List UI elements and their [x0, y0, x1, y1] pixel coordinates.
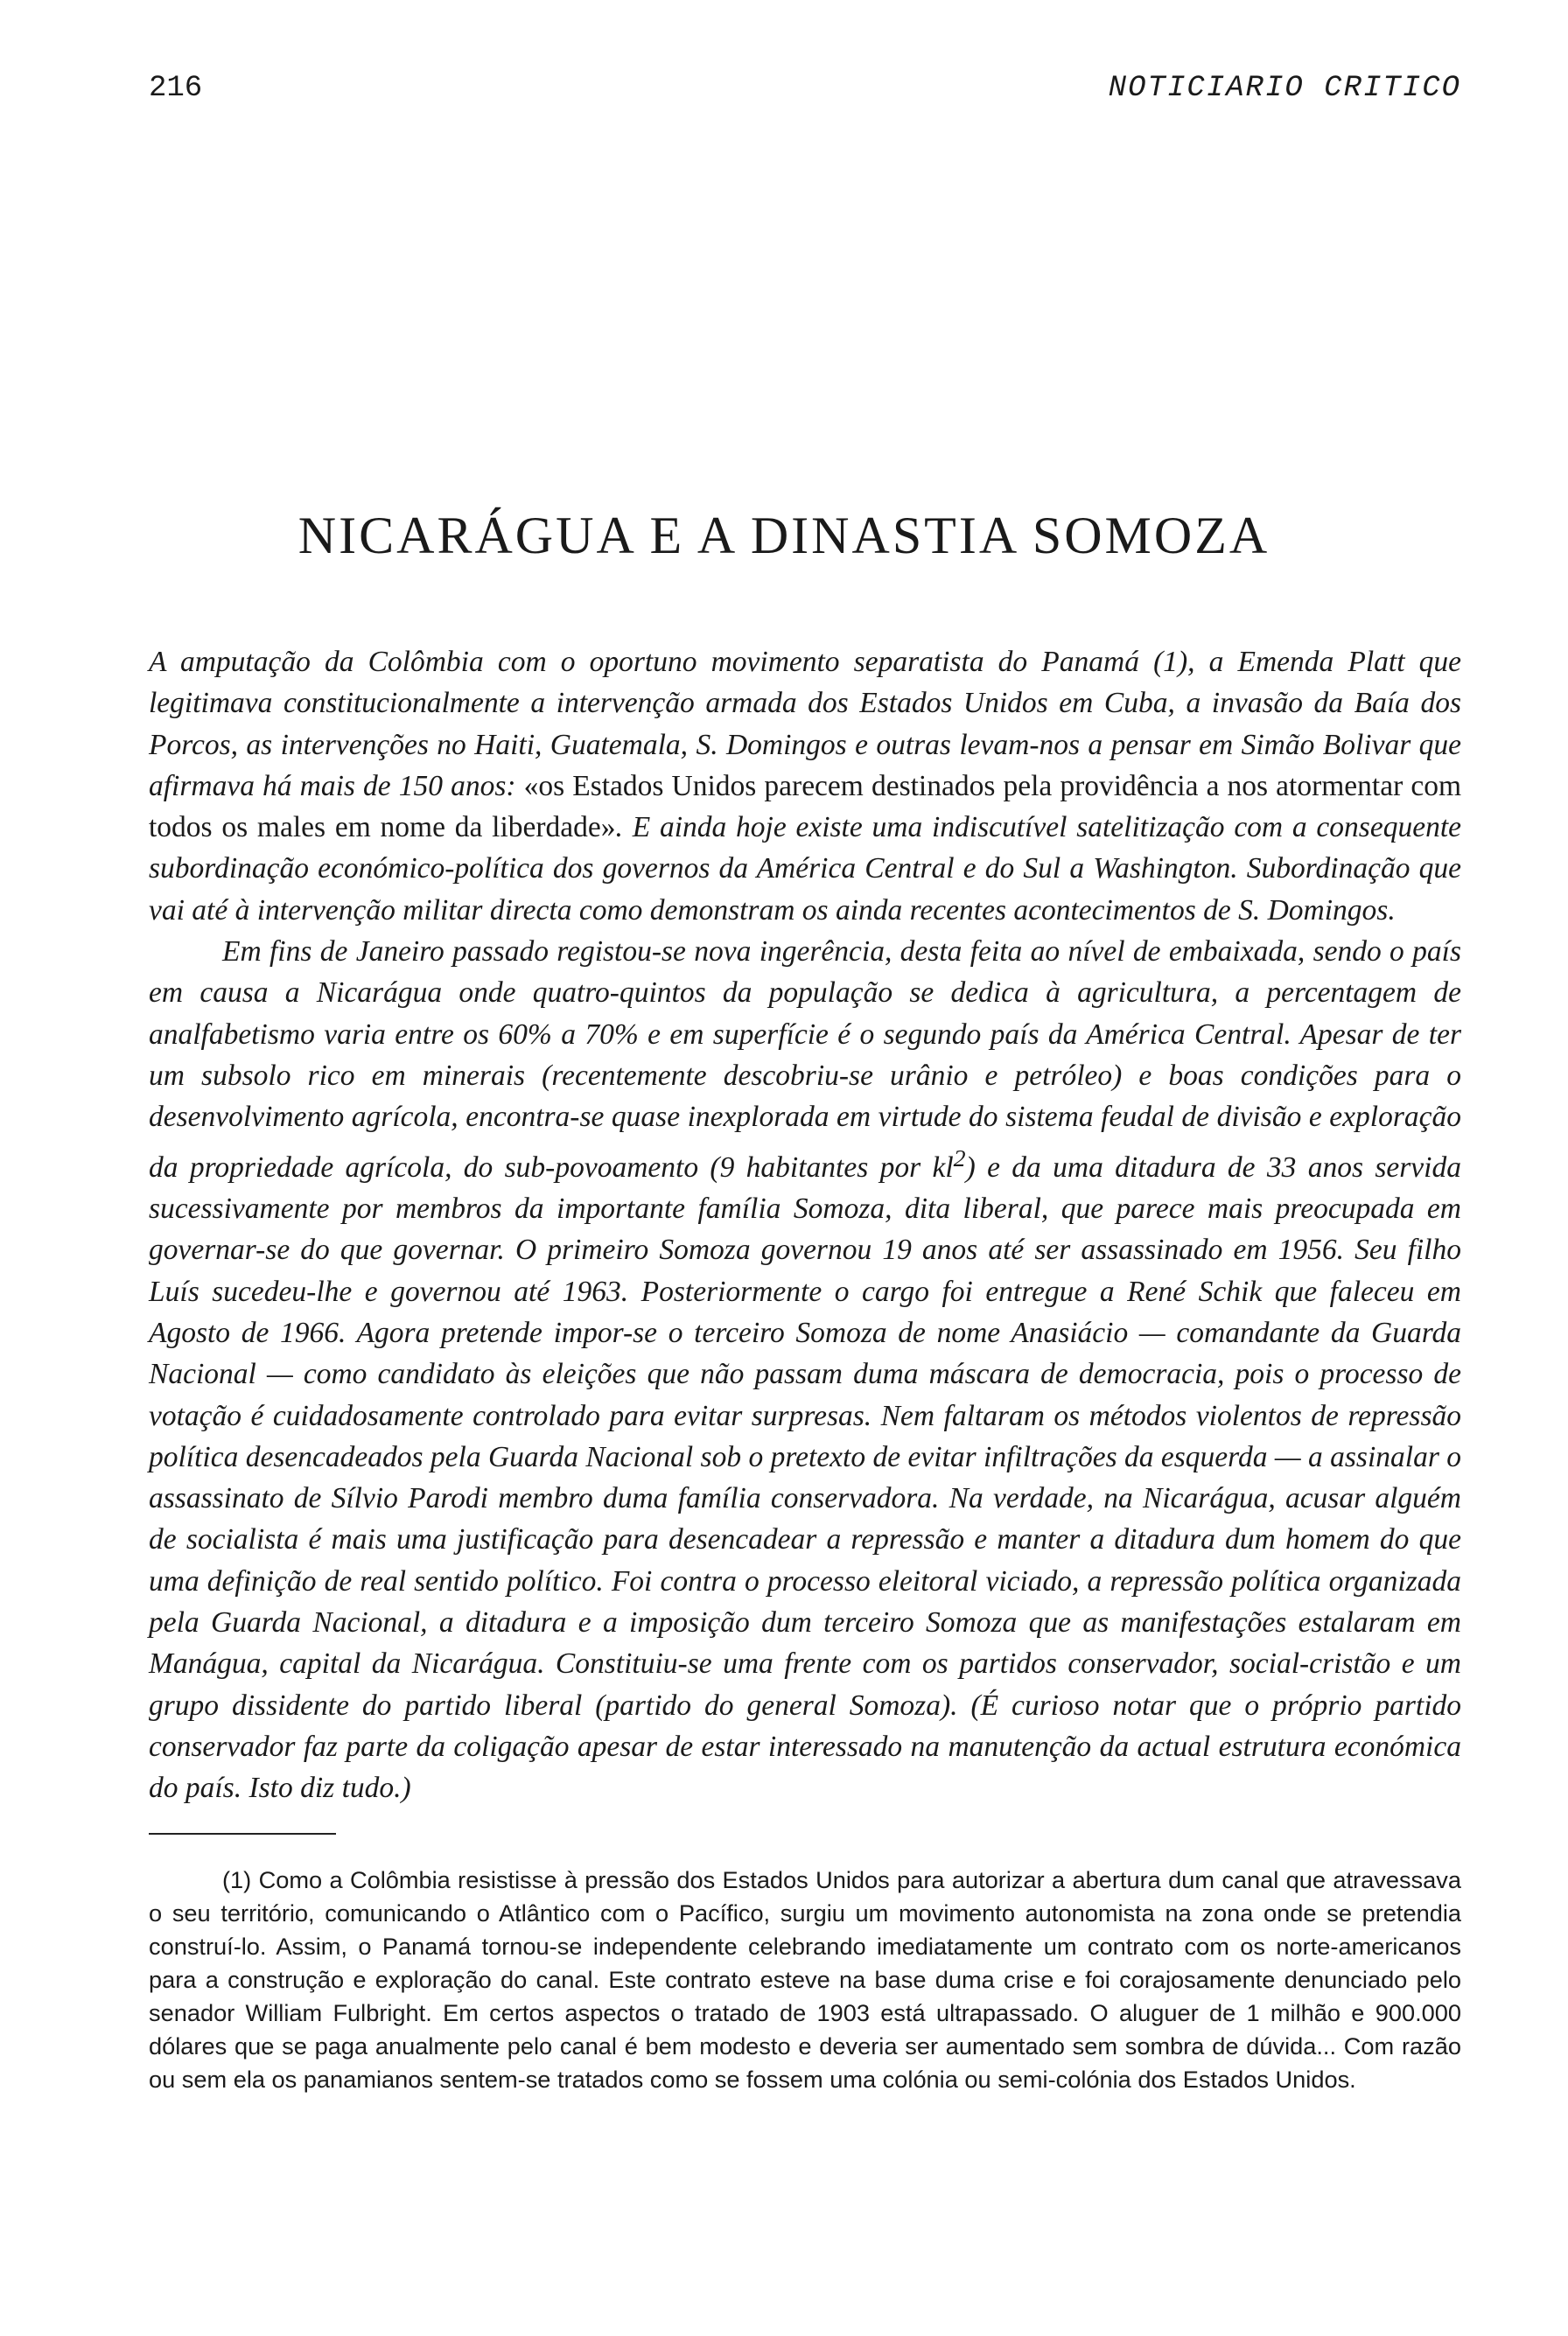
article-title: NICARÁGUA E A DINASTIA SOMOZA [298, 507, 1270, 564]
footnote-separator [149, 1833, 336, 1835]
paragraph-1-end: . E ainda hoje existe uma indiscutível satelitização com a consequente subordinação económico-política dos governos da América Central e do Sul a Washington. Subordinação que vai até à intervenção militar directa como demonstram os ainda recentes acontecimentos de S. Domingos. [149, 811, 1462, 927]
paragraph-1-middle: ), a Emenda Platt que legitimava constitucionalmente a intervenção armada dos Estados Unidos em Cuba, a invasão da Baía dos Porcos, as intervenções no Haiti, Guatemala, S. Domingos e outras levam-nos a pensar em Simão Bolivar que afirmava há mais de 150 anos: [149, 646, 1461, 802]
paragraph-1 [149, 641, 1461, 931]
footnote-reference: 1 [1163, 646, 1178, 678]
footnote-text: Como a Colômbia resistisse à pressão dos Estados Unidos para autorizar a abertura dum canal que atravessava o seu território, comunicando o Atlântico com o Pacífico, surgiu um movimento autonomista na zona onde se pretendia construí-lo. Assim, o Panamá tornou-se independente celebrando imediatamente um contrato com os norte-americanos para a construção e exploração do canal. Este contrato esteve na base duma crise e foi corajosamente denunciado pelo senador William Fulbright. Em certos aspectos o tratado de 1903 está ultrapassado. O aluguer de 1 milhão e 900.000 dólares que se paga anualmente pelo canal é bem modesto e deveria ser aumentado sem sombra de dúvida... Com razão ou sem ela os panamianos sentem-se tratados como se fossem uma colónia ou semi-colónia dos Estados Unidos. [149, 1866, 1461, 2093]
superscript-2: 2 [953, 1144, 966, 1172]
footnote-marker: (1) [222, 1866, 252, 1893]
footnotes [149, 1864, 1461, 2096]
footnote-1 [149, 1864, 1461, 2096]
paragraph-2-end: ) e da uma ditadura de 33 anos servida sucessivamente por membros da importante família Somoza, dita liberal, que parece mais preocupada em governar-se do que governar. O primeiro Somoza governou 19 anos até ser assassinado em 1956. Seu filho Luís sucedeu-lhe e governou até 1963. Posteriormente o cargo foi entregue a René Schik que faleceu em Agosto de 1966. Agora pretende impor-se o terceiro Somoza de nome Anasiácio — comandante da Guarda Nacional — como candidato às eleições que não passam duma máscara de democracia, pois o processo de votação é cuidadosamente controlado para evitar surpresas. Nem faltaram os métodos violentos de repressão política desencadeados pela Guarda Nacional sob o pretexto de evitar infiltrações da esquerda — a assinalar o assassinato de Sílvio Parodi membro duma família conservadora. Na verdade, na Nicarágua, acusar alguém de socialista é mais uma justificação para desencadear a repressão e manter a ditadura dum homem do que uma definição de real sentido político. Foi contra o processo eleitoral viciado, a repressão política organizada pela Guarda Nacional, a ditadura e a imposição dum terceiro Somoza que as manifestações estalaram em Manágua, capital da Nicarágua. Constituiu-se uma frente com os partidos conservador, social-cristão e um grupo dissidente do partido liberal (partido do general Somoza). (É curioso notar que o próprio partido conservador faz parte da coligação apesar de estar interessado na manutenção da actual estrutura económica do país. Isto diz tudo.) [149, 1151, 1461, 1805]
article-body [149, 641, 1461, 1808]
paragraph-2 [149, 931, 1461, 1808]
paragraph-2-start: Em fins de Janeiro passado registou-se nova ingerência, desta feita ao nível de embaixada, sendo o país em causa a Nicarágua onde quatro-quintos da população se dedica à agricultura, a percentagem de analfabetismo varia entre os 60% a 70% e em superfície é o segundo país da América Central. Apesar de ter um subsolo rico em minerais (recentemente descobriu-se urânio e petróleo) e boas condições para o desenvolvimento agrícola, encontra-se quase inexplorada em virtude do sistema feudal de divisão e exploração da propriedade agrícola, do sub-povoamento (9 habitantes por kl [149, 935, 1461, 1184]
running-head: NOTICIARIO CRITICO [1108, 72, 1461, 105]
page-header [149, 72, 1461, 107]
paragraph-1-start: A amputação da Colômbia com o oportuno movimento separatista do Panamá ( [149, 646, 1164, 678]
bolivar-quote: «os Estados Unidos parecem destinados pela providência a nos atormentar com todos os males em nome da liberdade» [149, 769, 1462, 844]
page-number: 216 [149, 72, 203, 105]
